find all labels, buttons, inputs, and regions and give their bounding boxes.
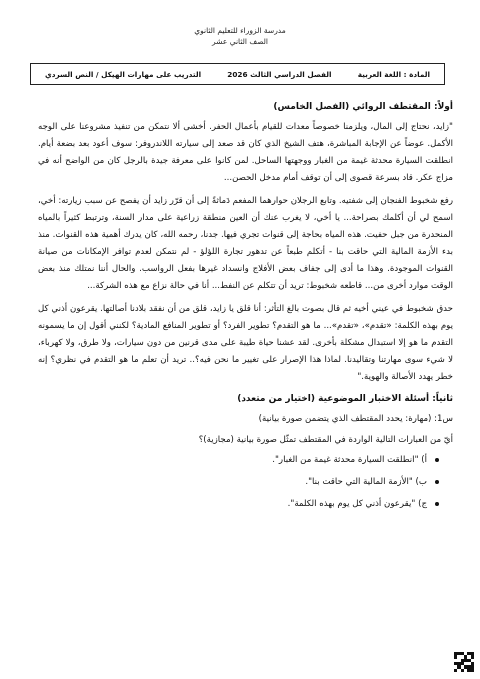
excerpt-paragraph-2: رفع شخبوط الفنجان إلى شفتيه. وتابع الرجلان حوارهما المفعم دَماثةً إلى أن قرّر زايد أن يفصح عن سبب زيارته: أخي، اسمح لي أن أكلمك بصراحة... يا أخي، لا يغرب عنك أن العين منطقة زراعية على مدار السنة، وترتبط كثيراً بالمياه المنحدرة من جبل حفيت. هذه المياه بحاجة إلى قنوات تجري فيها. جدنا، رحمه الله، كان يدرك أهمية هذه القنوات. منذ بدء الأزمة المالية التي حاقت بنا - أتكلم طبعاً عن تدهور تجارة اللؤلؤ - لم نتمكن لعدم توافر الإمكانات من صيانة القنوات الموجودة. وهذا ما أدى إلى جفاف بعض الأفلاج وانسداد غيرها بفعل الرواسب. والحال أننا نمتلك منذ بعض الوقت موارد أخرى من... قاطعه شخبوط: تريد أن تتكلم عن النفط... أنا في حالة نزاع مع هذه الشركة...	[38, 196, 453, 291]
question-1-prompt: أيّ من العبارات التالية الواردة في المقتطف تمثّل صورة بيانية (مجازية)؟	[198, 435, 453, 445]
subject-label: المادة : اللغة العربية	[357, 69, 430, 79]
option-b[interactable]: ب) "الأزمة المالية التي حاقت بنا".	[38, 475, 439, 489]
school-name: مدرسة الزوراء للتعليم الثانوي	[194, 26, 286, 35]
grade-label: الصف الثاني عشر	[212, 37, 268, 46]
answer-options	[38, 453, 453, 511]
school-header	[0, 25, 480, 47]
option-c[interactable]: ج) "يقرعون أذني كل يوم بهذه الكلمة".	[38, 497, 439, 511]
option-a[interactable]: أ) "انطلقت السيارة محدثة غيمة من الغبار".	[38, 453, 439, 467]
info-box	[30, 63, 445, 85]
excerpt-paragraph-1: "زايد، نحتاج إلى المال، ويلزمنا خصوصاً معدات للقيام بأعمال الحفر. أخشى ألا نتمكن من تنفيذ مشروعنا على الوجه الأكمل. عوضاً عن الإجابة المباشرة، هتف الشيخ الذي كان قد صعد إلى سيارته اللاندروفر: سوف أعود بعد بضعة أيام. انطلقت السيارة محدثة غيمة من الغبار ووجهتها الساحل. لمن كانوا على معرفة جيدة بالرجل كان من الواضح أنه في مزاج عكر. قاد بسرعة قصوى إلى أن توقف أمام مدخل الحصن...	[38, 122, 453, 183]
topic-label: التدريب على مهارات الهيكل / النص السردي	[45, 69, 202, 79]
qr-code-icon	[454, 652, 474, 672]
section1-heading: أولاً: المقتطف الروائي (الفصل الخامس)	[273, 102, 453, 112]
document-body	[38, 100, 453, 519]
question-1-label: س1: (مهارة: يحدد المقتطف الذي يتضمن صورة بيانية)	[258, 414, 453, 424]
semester-label: الفصل الدراسي الثالث 2026	[227, 69, 332, 79]
excerpt-paragraph-3: حدق شخبوط في عيني أخيه ثم قال بصوت بالغ التأثر: أنا قلق يا زايد، قلق من أن نفقد بلادنا أصالتها. يقرعون أذني كل يوم بهذه الكلمة: «تقدم»، «تقدم»... ما هو التقدم؟ تطوير الفرد؟ أو تطوير المنافع المادية؟ لكنني أقول إن ما يسمونه التقدم ما هو إلا استبدال مشكلة بأخرى. لقد عشنا حياة طيبة على مدى قرنين من دون سيارات، ولا طرق، ولا كهرباء، لا شيء سوى مهارتنا وتقاليدنا. لماذا هذا الإصرار على تغيير ما نحن فيه؟.. تريد أن تعلم ما هو التقدم في نظري؟ إنه خطر يهدد الأصالة والهوية."	[38, 304, 453, 382]
section2-heading: ثانياً: أسئلة الاختبار الموضوعية (اختيار من متعدد)	[237, 394, 453, 404]
